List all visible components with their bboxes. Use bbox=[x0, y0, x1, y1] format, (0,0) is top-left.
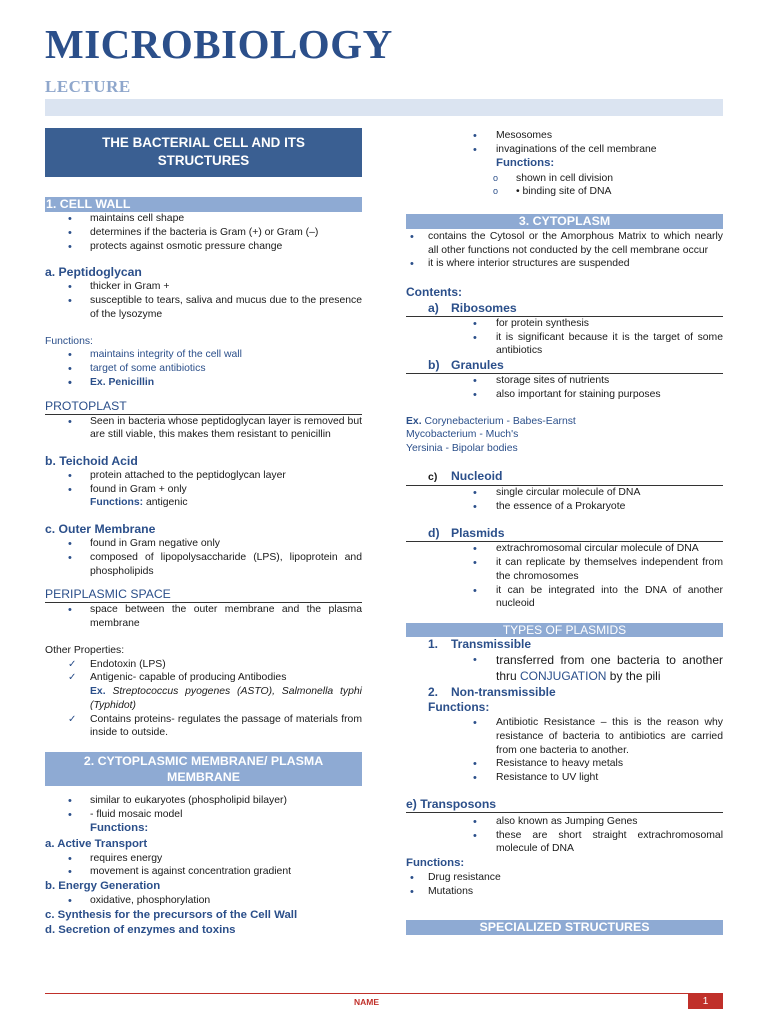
plasmids-title: Plasmids bbox=[451, 526, 505, 541]
list-item: • thicker in Gram + bbox=[45, 280, 362, 294]
granules-letter: b) bbox=[428, 358, 440, 373]
transmissible-list bbox=[406, 653, 723, 685]
other-properties-label: Other Properties: bbox=[45, 644, 125, 656]
synthesis-heading: c. Synthesis for the precursors of the Cell Wall bbox=[45, 908, 298, 921]
list-item: • Mesosomes bbox=[406, 129, 723, 143]
transmissible-heading bbox=[406, 637, 723, 653]
plasmid-functions-list bbox=[406, 716, 723, 785]
number: 1. bbox=[428, 637, 439, 652]
right-column bbox=[406, 129, 723, 935]
list-item: • requires energy bbox=[45, 852, 362, 866]
list-item: • oxidative, phosphorylation bbox=[45, 894, 362, 908]
specialized-structures-heading: SPECIALIZED STRUCTURES bbox=[406, 920, 723, 935]
list-item: • Resistance to UV light bbox=[406, 771, 723, 785]
teichoid-functions-value: antigenic bbox=[143, 497, 188, 509]
ribosomes-letter: a) bbox=[428, 301, 439, 316]
transmissible-title: Transmissible bbox=[451, 637, 532, 652]
example-line: Yersinia - Bipolar bodies bbox=[406, 443, 518, 455]
cell-wall-heading: 1. CELL WALL bbox=[45, 197, 362, 212]
list-item: • extrachromosomal circular molecule of DNA bbox=[406, 542, 723, 556]
cytoplasmic-membrane-heading: 2. CYTOPLASMIC MEMBRANE/ PLASMA MEMBRANE bbox=[45, 752, 362, 786]
cytoplasmic-membrane-list bbox=[45, 794, 362, 821]
peptidoglycan-list bbox=[45, 280, 362, 321]
outer-membrane-list bbox=[45, 537, 362, 578]
transposons-functions-list bbox=[406, 871, 723, 898]
list-item: • it can replicate by themselves independent from the chromosomes bbox=[406, 556, 723, 583]
list-item: • susceptible to tears, saliva and mucus due to the presence of the lysozyme bbox=[45, 294, 362, 321]
energy-generation-list bbox=[45, 894, 362, 908]
document-subtitle: LECTURE bbox=[45, 77, 131, 96]
examples-label: Ex. bbox=[406, 415, 422, 427]
cell-wall-list bbox=[45, 212, 362, 253]
title-divider-bar bbox=[45, 99, 723, 116]
list-item: • Antibiotic Resistance – this is the reason why resistance of bacteria to antibiotics are carried from one bacteria to another. bbox=[406, 716, 723, 757]
plasmids-heading bbox=[406, 526, 723, 542]
list-item: ✓ Antigenic- capable of producing Antibodies bbox=[45, 671, 362, 685]
transposons-functions-label: Functions: bbox=[406, 857, 465, 870]
list-item: • storage sites of nutrients bbox=[406, 374, 723, 388]
secretion-heading: d. Secretion of enzymes and toxins bbox=[45, 923, 236, 936]
list-item: ✓ Endotoxin (LPS) bbox=[45, 658, 362, 672]
teichoid-functions bbox=[45, 496, 362, 510]
non-transmissible-heading bbox=[406, 685, 723, 701]
list-item: • these are short straight extrachromosomal molecule of DNA bbox=[406, 829, 723, 856]
granules-list bbox=[406, 374, 723, 401]
periplasmic-heading: PERIPLASMIC SPACE bbox=[45, 587, 362, 603]
page-number: 1 bbox=[688, 994, 723, 1009]
list-item: • also known as Jumping Genes bbox=[406, 815, 723, 829]
peptidoglycan-functions-label: Functions: bbox=[45, 335, 93, 347]
list-item: • it can be integrated into the DNA of another nucleoid bbox=[406, 584, 723, 611]
cytoplasm-heading: 3. CYTOPLASM bbox=[406, 214, 723, 229]
teichoid-heading: b. Teichoid Acid bbox=[45, 454, 138, 468]
mesosomes-list bbox=[406, 129, 723, 156]
example-label: Ex. bbox=[90, 686, 106, 698]
peptidoglycan-functions-list bbox=[45, 348, 362, 389]
list-item: • protein attached to the peptidoglycan layer bbox=[45, 469, 362, 483]
list-item: • maintains integrity of the cell wall bbox=[45, 348, 362, 362]
nucleoid-letter: c) bbox=[428, 470, 438, 483]
list-item: • found in Gram negative only bbox=[45, 537, 362, 551]
plasmids-letter: d) bbox=[428, 526, 440, 541]
transposons-list bbox=[406, 815, 723, 856]
list-item: • single circular molecule of DNA bbox=[406, 486, 723, 500]
list-item: • for protein synthesis bbox=[406, 317, 723, 331]
example-line: Mycobacterium - Much's bbox=[406, 429, 519, 441]
list-item: • Mutations bbox=[406, 885, 723, 899]
list-item: • Seen in bacteria whose peptidoglycan layer is removed but are still viable, this makes them resistant to penicillin bbox=[45, 415, 362, 442]
list-item: • found in Gram + only bbox=[45, 483, 362, 497]
nucleoid-heading bbox=[406, 469, 723, 486]
list-item: • also important for staining purposes bbox=[406, 388, 723, 402]
contents-label: Contents: bbox=[406, 285, 462, 300]
list-item: ✓ Contains proteins- regulates the passage of materials from inside to outside. bbox=[45, 713, 362, 740]
left-column bbox=[45, 128, 362, 938]
nucleoid-title: Nucleoid bbox=[451, 468, 503, 483]
document-title: MICROBIOLOGY bbox=[45, 21, 393, 67]
list-item: • Ex. Penicillin bbox=[45, 376, 362, 390]
list-item: • composed of lipopolysaccharide (LPS), lipoprotein and phospholipids bbox=[45, 551, 362, 578]
granules-title: Granules bbox=[451, 358, 504, 373]
teichoid-functions-label: Functions: bbox=[90, 497, 144, 509]
granules-examples bbox=[406, 415, 723, 456]
protoplast-heading: PROTOPLAST bbox=[45, 399, 362, 415]
active-transport-list bbox=[45, 852, 362, 879]
cytoplasm-list bbox=[406, 230, 723, 271]
ribosomes-title: Ribosomes bbox=[451, 301, 517, 316]
energy-generation-heading: b. Energy Generation bbox=[45, 880, 161, 893]
granules-heading bbox=[406, 358, 723, 374]
protoplast-list bbox=[45, 415, 362, 442]
list-item: • invaginations of the cell membrane bbox=[406, 143, 723, 157]
list-item: • protects against osmotic pressure change bbox=[45, 240, 362, 254]
number: 2. bbox=[428, 684, 439, 699]
types-of-plasmids-heading: TYPES OF PLASMIDS bbox=[406, 623, 723, 637]
plasmids-list bbox=[406, 542, 723, 611]
ribosomes-list bbox=[406, 317, 723, 358]
nucleoid-list bbox=[406, 486, 723, 513]
footer-name: NAME bbox=[354, 997, 380, 1007]
list-item: • - fluid mosaic model bbox=[45, 808, 362, 822]
outer-membrane-heading: c. Outer Membrane bbox=[45, 522, 156, 537]
list-item: • movement is against concentration gradient bbox=[45, 865, 362, 879]
transmissible-text-b: by the pili bbox=[606, 668, 661, 683]
list-item: o shown in cell division bbox=[406, 172, 723, 186]
periplasmic-list bbox=[45, 603, 362, 630]
list-item: • it is where interior structures are suspended bbox=[406, 257, 723, 271]
list-item: • Drug resistance bbox=[406, 871, 723, 885]
non-transmissible-title: Non-transmissible bbox=[451, 684, 556, 699]
cytoplasmic-functions-label: Functions: bbox=[90, 822, 149, 835]
conjugation-term: CONJUGATION bbox=[520, 668, 607, 683]
list-item: • Resistance to heavy metals bbox=[406, 757, 723, 771]
list-item: • space between the outer membrane and the plasma membrane bbox=[45, 603, 362, 630]
other-properties-list-2 bbox=[45, 713, 362, 740]
list-item: • target of some antibiotics bbox=[45, 362, 362, 376]
list-item: • contains the Cytosol or the Amorphous Matrix to which nearly all other functions not conducted by the cell membrane occur bbox=[406, 230, 723, 257]
other-properties-example bbox=[45, 685, 362, 712]
transmissible-text-a: transferred from one bacteria to another thru bbox=[496, 652, 723, 683]
mesosomes-functions-list bbox=[406, 172, 723, 199]
footer-divider bbox=[45, 993, 723, 994]
teichoid-list bbox=[45, 469, 362, 496]
example-line: Corynebacterium - Babes-Earnst bbox=[421, 415, 576, 427]
list-item: • determines if the bacteria is Gram (+) or Gram (–) bbox=[45, 226, 362, 240]
transposons-heading: e) Transposons bbox=[406, 797, 723, 813]
plasmid-functions-label: Functions: bbox=[428, 700, 490, 715]
list-item: • the essence of a Prokaryote bbox=[406, 500, 723, 514]
list-item: • similar to eukaryotes (phospholipid bilayer) bbox=[45, 794, 362, 808]
ribosomes-heading bbox=[406, 301, 723, 317]
peptidoglycan-heading: a. Peptidoglycan bbox=[45, 265, 142, 280]
list-item bbox=[406, 653, 723, 685]
section-main-header: THE BACTERIAL CELL AND ITS STRUCTURES bbox=[45, 128, 362, 177]
list-item: • maintains cell shape bbox=[45, 212, 362, 226]
active-transport-heading: a. Active Transport bbox=[45, 837, 148, 850]
other-properties-list bbox=[45, 658, 362, 685]
mesosomes-functions-label: Functions: bbox=[496, 157, 555, 170]
list-item: o • binding site of DNA bbox=[406, 185, 723, 199]
list-item: • it is significant because it is the target of some antibiotics bbox=[406, 331, 723, 358]
example-text: Streptococcus pyogenes (ASTO), Salmonella typhi (Typhidot) bbox=[90, 686, 362, 711]
